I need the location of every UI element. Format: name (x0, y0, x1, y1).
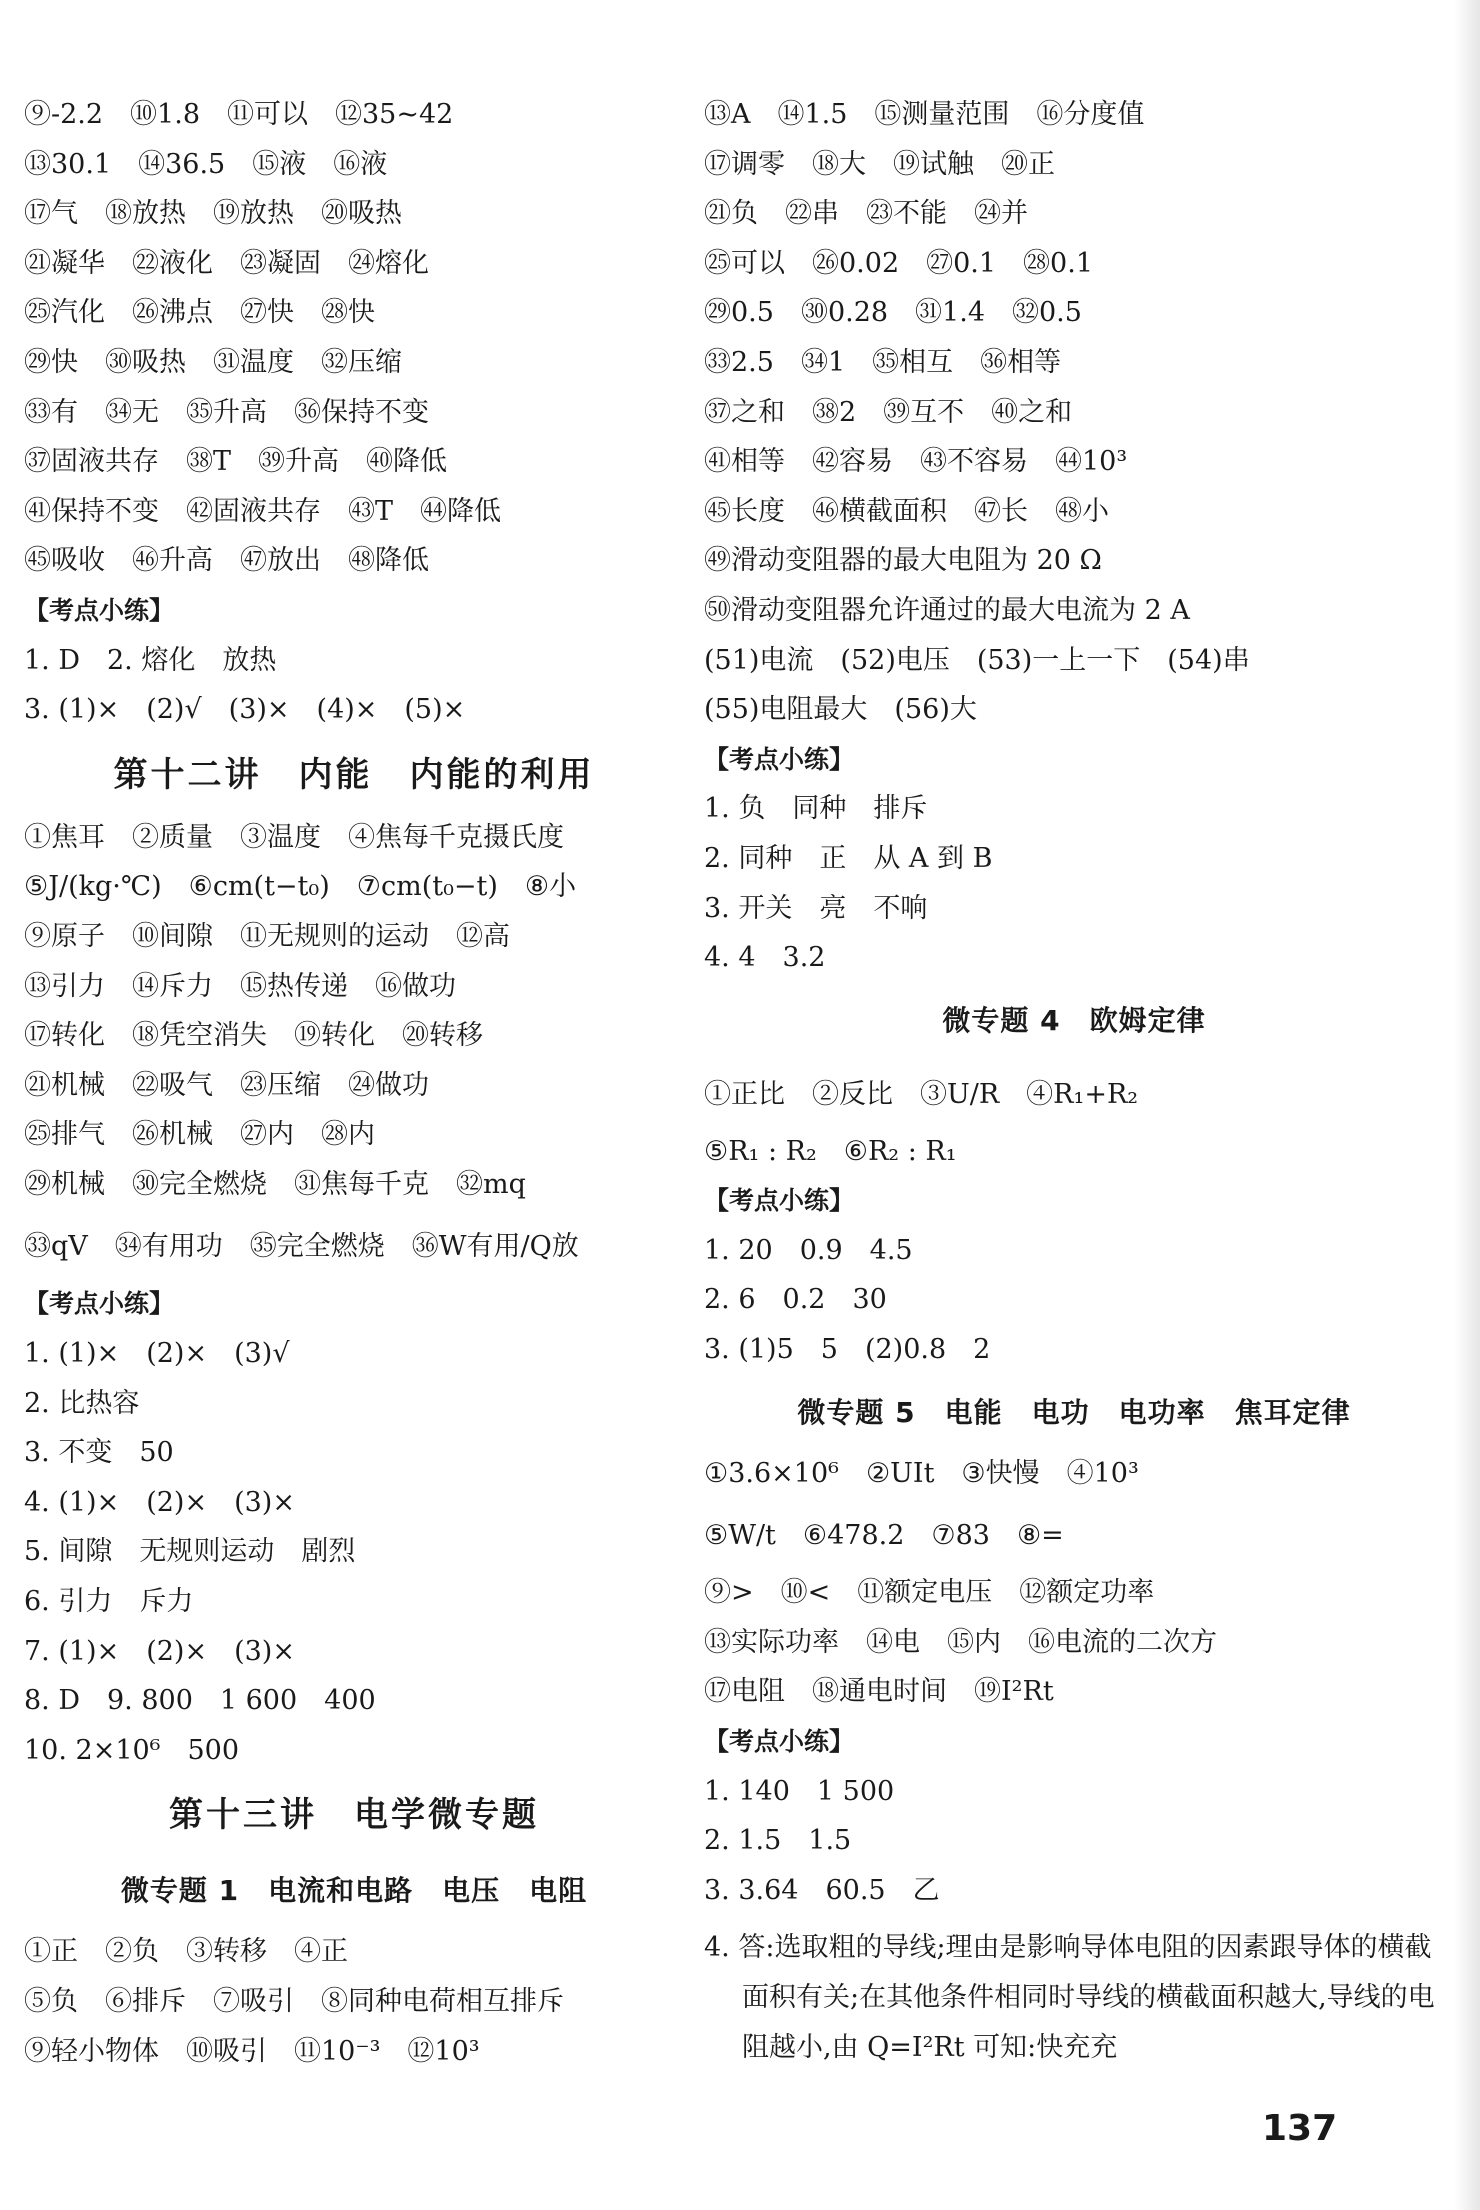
answer-line: ㊶相等 ㊷容易 ㊸不容易 ㊹10³ (704, 446, 1128, 478)
answer-line: 1. 140 1 500 (704, 1775, 895, 1807)
answer-line: ㉕汽化 ㉖沸点 ㉗快 ㉘快 (24, 297, 375, 329)
answer-line: ㉕可以 ㉖0.02 ㉗0.1 ㉘0.1 (704, 247, 1093, 279)
left-column (24, 98, 684, 2084)
answer-line: 1. D 2. 熔化 放热 (24, 644, 277, 676)
answer-line: 3. 开关 亮 不响 (704, 892, 928, 924)
practice-label: 【考点小练】 (24, 595, 175, 625)
answer-line: ㉙快 ㉚吸热 ㉛温度 ㉜压缩 (24, 346, 402, 378)
answer-line: ㉑机械 ㉒吸气 ㉓压缩 ㉔做功 (24, 1069, 429, 1101)
answer-line: ㉙机械 ㉚完全燃烧 ㉛焦每千克 ㉜mq (24, 1168, 526, 1200)
answer-line: ⑬实际功率 ⑭电 ⑮内 ⑯电流的二次方 (704, 1626, 1217, 1658)
answer-line: 2. 1.5 1.5 (704, 1825, 852, 1857)
answer-line: ㊲之和 ㊳2 ㊴互不 ㊵之和 (704, 396, 1073, 428)
answer-line: ①3.6×10⁶ ②UIt ③快慢 ④10³ (704, 1457, 1139, 1489)
answer-line: ㊾滑动变阻器的最大电阻为 20 Ω (704, 545, 1102, 577)
answer-line: 8. D 9. 800 1 600 400 (24, 1685, 376, 1717)
answer-line: 6. 引力 斥力 (24, 1586, 194, 1618)
answer-line: 1. 负 同种 排斥 (704, 793, 928, 825)
answer-paragraph: 4. 答:选取粗的导线;理由是影响导体电阻的因素跟导体的横截面积有关;在其他条件相同时导线的横截面积越大,导线的电阻越小,由 Q=I²Rt 可知:快充充 (704, 1932, 1435, 2064)
answer-line: (51)电流 (52)电压 (53)一上一下 (54)串 (704, 644, 1250, 676)
answer-line: ⑨轻小物体 ⑩吸引 ⑪10⁻³ ⑫10³ (24, 2035, 480, 2067)
answer-line: 3. (1)5 5 (2)0.8 2 (704, 1334, 991, 1366)
page-number: 137 (1262, 2108, 1338, 2149)
answer-line: ①正比 ②反比 ③U/R ④R₁+R₂ (704, 1078, 1139, 1110)
answer-line: ⑰转化 ⑱凭空消失 ⑲转化 ⑳转移 (24, 1020, 483, 1052)
answer-line: ⑰气 ⑱放热 ⑲放热 ⑳吸热 (24, 198, 402, 230)
answer-line: 5. 间隙 无规则运动 剧烈 (24, 1536, 356, 1568)
answer-line: ⑬A ⑭1.5 ⑮测量范围 ⑯分度值 (704, 99, 1145, 130)
answer-line: ⑬引力 ⑭斥力 ⑮热传递 ⑯做功 (24, 970, 456, 1002)
answer-line: (55)电阻最大 (56)大 (704, 694, 977, 726)
topic-subheading: 微专题 1 电流和电路 电压 电阻 (120, 1874, 588, 1908)
answer-line: 1. 20 0.9 4.5 (704, 1234, 913, 1266)
answer-line: 1. (1)× (2)× (3)√ (24, 1338, 290, 1370)
answer-line: 2. 同种 正 从 A 到 B (704, 842, 993, 874)
practice-label: 【考点小练】 (24, 1289, 175, 1319)
answer-line: ⑰电阻 ⑱通电时间 ⑲I²Rt (704, 1676, 1054, 1708)
topic-subheading: 微专题 4 欧姆定律 (942, 1003, 1206, 1037)
answer-line: ⑤J/(kg·℃) ⑥cm(t−t₀) ⑦cm(t₀−t) ⑧小 (24, 871, 577, 903)
answer-line: ㊿滑动变阻器允许通过的最大电流为 2 A (704, 594, 1190, 626)
answer-line: ①焦耳 ②质量 ③温度 ④焦每千克摄氏度 (24, 821, 564, 853)
section-heading: 第十三讲 电学微专题 (169, 1795, 539, 1836)
answer-line: ⑤负 ⑥排斥 ⑦吸引 ⑧同种电荷相互排斥 (24, 1986, 564, 2017)
topic-subheading: 微专题 5 电能 电功 电功率 焦耳定律 (797, 1395, 1351, 1429)
answer-line: ㉑负 ㉒串 ㉓不能 ㉔并 (704, 198, 1028, 230)
answer-line: 2. 6 0.2 30 (704, 1284, 887, 1316)
answer-line: ⑤W/t ⑥478.2 ⑦83 ⑧= (704, 1520, 1064, 1552)
answer-line: ㉑凝华 ㉒液化 ㉓凝固 ㉔熔化 (24, 247, 429, 279)
answer-line: ㉝qV ㉞有用功 ㉟完全燃烧 ㊱W有用/Q放 (24, 1231, 579, 1263)
practice-label: 【考点小练】 (704, 744, 855, 774)
right-column (704, 98, 1444, 2073)
section-heading: 第十二讲 内能 内能的利用 (113, 754, 595, 795)
answer-line: ①正 ②负 ③转移 ④正 (24, 1936, 348, 1968)
answer-line: ㊺长度 ㊻横截面积 ㊼长 ㊽小 (704, 495, 1109, 527)
answer-line: 2. 比热容 (24, 1387, 140, 1419)
answer-line: ⑨-2.2 ⑩1.8 ⑪可以 ⑫35~42 (24, 99, 454, 130)
practice-label: 【考点小练】 (704, 1727, 855, 1757)
answer-line: 3. 不变 50 (24, 1437, 174, 1469)
answer-line: 4. (1)× (2)× (3)× (24, 1486, 295, 1518)
answer-line: 3. 3.64 60.5 乙 (704, 1874, 940, 1906)
practice-label: 【考点小练】 (704, 1186, 855, 1216)
answer-line: ㉕排气 ㉖机械 ㉗内 ㉘内 (24, 1119, 375, 1151)
answer-line: 7. (1)× (2)× (3)× (24, 1635, 295, 1667)
answer-line: ㉝2.5 ㉞1 ㉟相互 ㊱相等 (704, 346, 1062, 378)
answer-line: 3. (1)× (2)√ (3)× (4)× (5)× (24, 694, 466, 726)
answer-line: ㊶保持不变 ㊷固液共存 ㊸T ㊹降低 (24, 495, 502, 527)
answer-line: ⑤R₁ : R₂ ⑥R₂ : R₁ (704, 1135, 957, 1167)
answer-line: ⑨> ⑩< ⑪额定电压 ⑫额定功率 (704, 1577, 1155, 1609)
answer-line: 4. 4 3.2 (704, 942, 826, 974)
answer-line: ㉙0.5 ㉚0.28 ㉛1.4 ㉜0.5 (704, 297, 1082, 329)
answer-line: ⑰调零 ⑱大 ⑲试触 ⑳正 (704, 148, 1055, 180)
answer-line: ㊺吸收 ㊻升高 ㊼放出 ㊽降低 (24, 545, 429, 577)
answer-line: ㉝有 ㉞无 ㉟升高 ㊱保持不变 (24, 396, 429, 428)
answer-line: ⑨原子 ⑩间隙 ⑪无规则的运动 ⑫高 (24, 920, 510, 952)
answer-line: ⑬30.1 ⑭36.5 ⑮液 ⑯液 (24, 148, 388, 180)
answer-line: 10. 2×10⁶ 500 (24, 1734, 240, 1766)
answer-line: ㊲固液共存 ㊳T ㊴升高 ㊵降低 (24, 446, 448, 478)
page-edge-shadow (1454, 0, 1480, 2210)
